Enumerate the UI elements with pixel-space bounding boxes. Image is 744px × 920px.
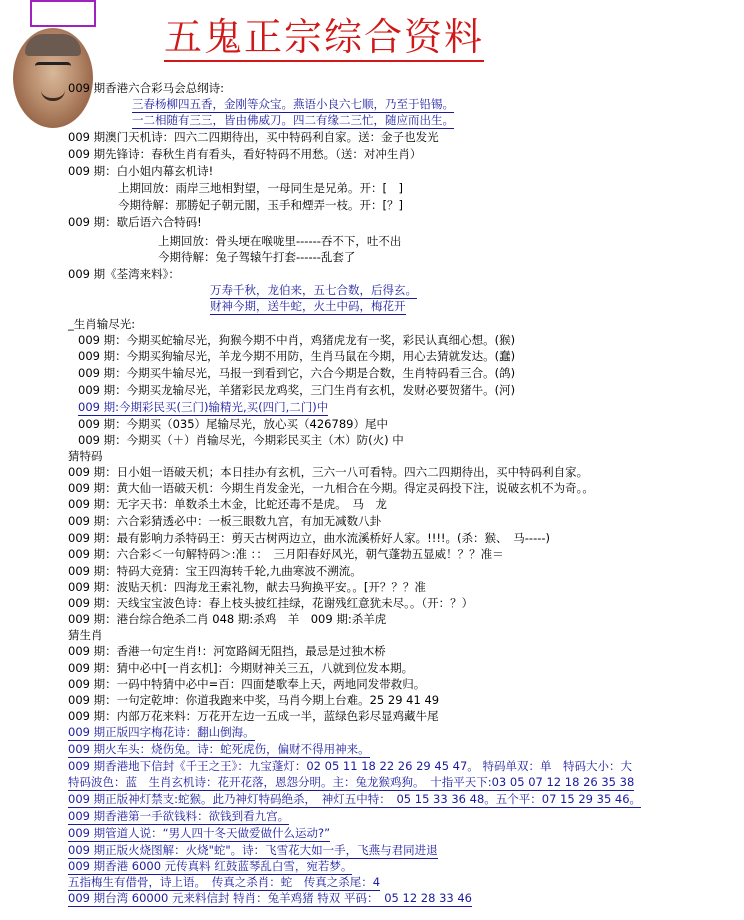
text-line: 009 期：港台综合绝杀二肖 048 期:杀鸡 羊 009 期:杀羊虎: [68, 612, 387, 626]
page-title: 五鬼正宗综合资料: [164, 14, 484, 62]
section-heading: _生肖输尽光:: [68, 317, 136, 331]
text-line: 009 期澳门天机诗：四六二四期待出，买中特码利自家。送：金子也发光: [68, 130, 439, 144]
poem-line: 万寿千秋，龙伯来，五七合数，后得玄。: [210, 283, 417, 297]
text-line: 009 期：六合彩＜一句解特码＞:准 ：： 三月阳春好风光，朝气蓬勃五显威！？？准＝: [68, 547, 504, 561]
text-line: 009 期：歇后语六合特码!: [68, 215, 202, 229]
text-line: 009 期：一句定乾坤：你道我跑来中奖，马肖今期上台难。25 29 41 49: [68, 693, 440, 707]
poem-line: 三春杨柳四五香，金刚等众宝。燕语小良六七顺，乃至于铅锡。: [132, 97, 454, 111]
text-line: 009 期：今期买蛇输尽光，狗猴今期不中肖，鸡猪虎龙有一奖，彩民认真细心想。(猴): [78, 333, 516, 347]
text-line: 009 期：今期买（＋）肖输尽光，今期彩民买主（木）防(火) 中: [78, 433, 404, 447]
text-line: 009 期：一码中特猜中必中=百：四面楚歌奉上天，两地同发带救归。: [68, 677, 426, 691]
poem-line: 一二相随有三三，皆由佛威刀。四二有缘二三忙，随应而出生。: [132, 113, 454, 127]
text-line: 009 期：天线宝宝波色诗：春上枝头披红挂绿，花谢残红意犹未尽。。（开：？）: [68, 596, 474, 610]
text-line: 今期待解：兔子驾辕午打套------乱套了: [158, 250, 356, 264]
link-line[interactable]: 009 期火车头：烧伤兔。诗：蛇死虎伤，偏财不得用神来。: [68, 742, 370, 756]
link-line[interactable]: 009 期:今期彩民买(三门)输精光,买(四门,二门)中: [78, 400, 329, 414]
text-line: 009 期：今期买（035）尾输尽光，放心买（426789）尾中: [78, 417, 388, 431]
text-line: 009 期：香港一句定生肖!：河宽路阔无阻挡，最忌是过独木桥: [68, 644, 386, 658]
text-line: 特码波色：蓝 生肖玄机诗：花开花落，恩怨分明。主：兔龙猴鸡狗。 十指平天下:03 05 07 12 18 26 35 38: [68, 775, 635, 789]
link-line[interactable]: 009 期台湾 60000 元来料信封 特肖：兔羊鸡猪 特双 平码： 05 12 28 33 46: [68, 891, 473, 905]
text-line: 009 期：今期买狗输尽光，羊龙今期不用防，生肖马鼠在今期，用心去猜就发达。(蠢): [78, 349, 516, 363]
text-line: 今期待解：那勝妃子朝元閣，玉手和煙弄一枝。开：[？]: [118, 198, 403, 212]
link-line[interactable]: 009 期正版火烧图解：火烧"蛇"。诗：飞雪花大如一手，飞燕与君同进退: [68, 843, 438, 857]
text-line: 009 期香港六合彩马会总纲诗:: [68, 81, 224, 95]
text-line: 009 期正版神灯禁支:蛇猴。此乃神灯特码绝杀， 神灯五中特： 05 15 33 36 48。五个平：07 15 29 35 46。: [68, 792, 642, 806]
text-line: 009 期：特码大竞猜：宝王四海转千轮,九曲寒波不溯流。: [68, 564, 362, 578]
text-line: 009 期：白小姐内幕玄机诗!: [68, 164, 214, 178]
text-line: 009 期：无字天书：单数杀土木金，比蛇还毒不是虎。 马 龙: [68, 497, 387, 511]
text-line: 009 期：波贴天机：四海龙王索礼物，献去马狗换平安。。[开？？？准: [68, 580, 426, 594]
text-line: 上期回放：骨头埂在喉咙里------吞不下，吐不出: [158, 234, 402, 248]
section-heading: 猜生肖: [68, 628, 103, 642]
text-line: 009 期：内部万花来料：万花开左边一五成一半，蓝绿色彩尽显鸡藏牛尾: [68, 709, 439, 723]
text-line: 009 期先锋诗：春秋生肖有看头，看好特码不用愁。（送：对冲生肖）: [68, 147, 422, 161]
text-line: 009 期《荃湾来料》：: [68, 267, 180, 281]
link-line[interactable]: 009 期香港第一手欲钱料：欲钱到看九宫。: [68, 809, 290, 823]
link-line[interactable]: 009 期正版四字梅花诗：翻山倒海。: [68, 725, 255, 739]
link-line[interactable]: 009 期香港 6000 元传真料 红鼓蓝琴乱白雪，宛若梦。: [68, 859, 353, 873]
text-line: 009 期：六合彩猜透必中：一板三眼数九宫，有加无减数八卦: [68, 514, 382, 528]
selection-frame: [30, 0, 96, 27]
text-line: 009 期：今期买龙输尽光，羊猪彩民龙鸡奖，三门生肖有玄机，发财必要贺猪牛。(河): [78, 383, 516, 397]
text-line: 009 期香港地下信封《千王之王》：九宝蓬灯：02 05 11 18 22 26 29 45 47。 特码单双：单 特码大小：大: [68, 759, 632, 773]
text-line: 009 期：猜中必中[一肖玄机]：今期财神关三五，八就到位发本期。: [68, 661, 414, 675]
link-line[interactable]: 009 期管道人说：“男人四十冬天做爱做什么运动?”: [68, 826, 331, 840]
text-line: 上期回放：雨岸三地相對望，一母同生是兄弟。开：[ ]: [118, 181, 403, 195]
text-line: 009 期：黄大仙一语破天机：今期生肖发金光，一九相合在今期。得定灵码投下注，说破玄机不为奇。。: [68, 481, 594, 495]
text-line: 009 期：今期买牛输尽光，马报一到看到它，六合今期是合数，生肖特码看三合。(鸽): [78, 366, 516, 380]
portrait-image: [13, 28, 93, 128]
section-heading: 猜特码: [68, 449, 103, 463]
link-line[interactable]: 五指梅生有借骨，诗上语。 传真之杀肖：蛇 传真之杀尾：4: [68, 875, 381, 889]
poem-line: 财神今期，送牛蛇，火土中码，梅花开: [210, 299, 406, 313]
text-line: 009 期：最有影响力杀特码王：剪天古树两边立，曲水流溪桥好人家。!!!!。(杀：猴、 马-----): [68, 531, 551, 545]
text-line: 009 期：日小姐一语破天机；本日挂办有玄机，三六一八可看特。四六二四期待出，买中特码利自家。: [68, 465, 589, 479]
